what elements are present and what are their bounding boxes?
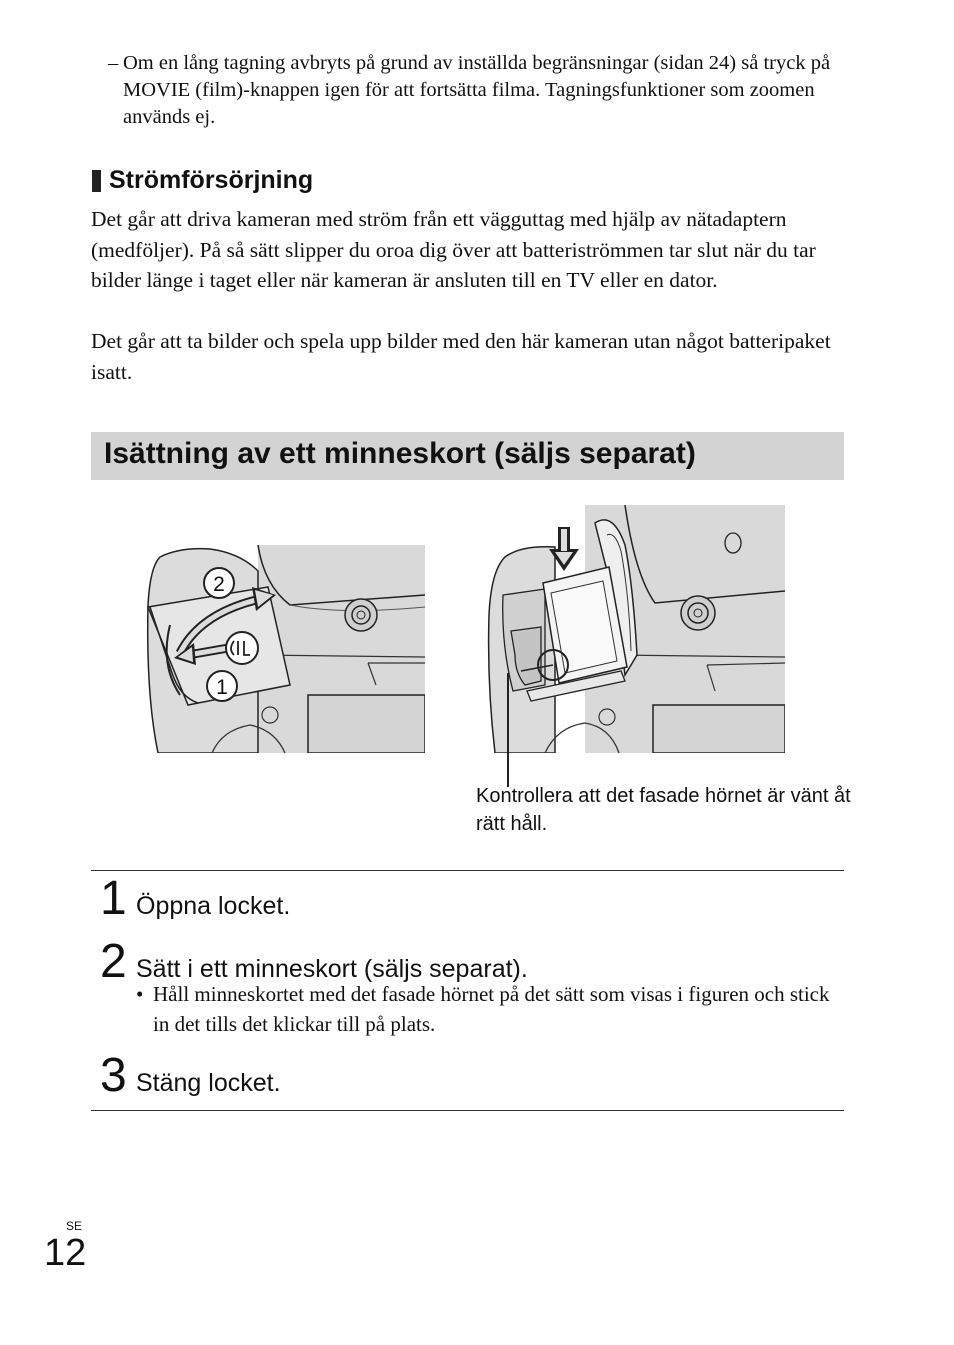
section-title: Isättning av ett minneskort (säljs separat) bbox=[104, 437, 696, 470]
step-number: 1 bbox=[100, 872, 127, 925]
step-2 bbox=[100, 935, 528, 988]
step-3 bbox=[100, 1049, 281, 1102]
step-label-1: 1 bbox=[216, 676, 228, 699]
step-number: 2 bbox=[100, 935, 127, 988]
dash-marker: – bbox=[108, 52, 119, 74]
intro-text: Om en lång tagning avbryts på grund av inställda begränsningar (sidan 24) så tryck på MOVIE (film)-knappen igen för att fortsätta filma. Tagningsfunktioner som zoomen används ej. bbox=[123, 52, 831, 128]
power-heading bbox=[92, 166, 313, 195]
power-paragraph-2: Det går att ta bilder och spela upp bilder med den här kameran utan något batteripaket isatt. bbox=[91, 329, 831, 384]
heading-marker-icon bbox=[92, 170, 101, 192]
steps-bottom-rule bbox=[91, 1110, 844, 1111]
intro-note bbox=[108, 50, 848, 131]
figure-callout: Kontrollera att det fasade hörnet är vänt åt rätt håll. bbox=[476, 785, 851, 835]
open-cover-illustration bbox=[140, 545, 425, 753]
step-2-note bbox=[136, 980, 846, 1039]
steps-top-rule bbox=[91, 870, 844, 871]
power-heading-text: Strömförsörjning bbox=[109, 166, 314, 194]
section-title-bar bbox=[91, 432, 844, 480]
insert-card-illustration bbox=[485, 505, 785, 753]
step-2-note-text: Håll minneskortet med det fasade hörnet på det sätt som visas i figuren och stick in det tills det klickar till på plats. bbox=[153, 982, 830, 1036]
step-label: Öppna locket. bbox=[136, 892, 291, 920]
step-label: Stäng locket. bbox=[136, 1069, 281, 1097]
step-label-2: 2 bbox=[213, 573, 225, 596]
step-label: Sätt i ett minneskort (säljs separat). bbox=[136, 955, 528, 983]
step-number: 3 bbox=[100, 1049, 127, 1102]
bullet-dot: • bbox=[136, 982, 144, 1006]
page-language-code: SE bbox=[66, 1219, 83, 1233]
page-number: 12 bbox=[44, 1232, 87, 1274]
power-paragraph-1: Det går att driva kameran med ström från ett vägguttag med hjälp av nätadaptern (medföljer). På så sätt slipper du oroa dig över att batteriströmmen tar slut när du tar bilder länge i taget eller när kameran är ansluten till en TV eller en dator. bbox=[91, 207, 816, 292]
step-1 bbox=[100, 872, 291, 925]
